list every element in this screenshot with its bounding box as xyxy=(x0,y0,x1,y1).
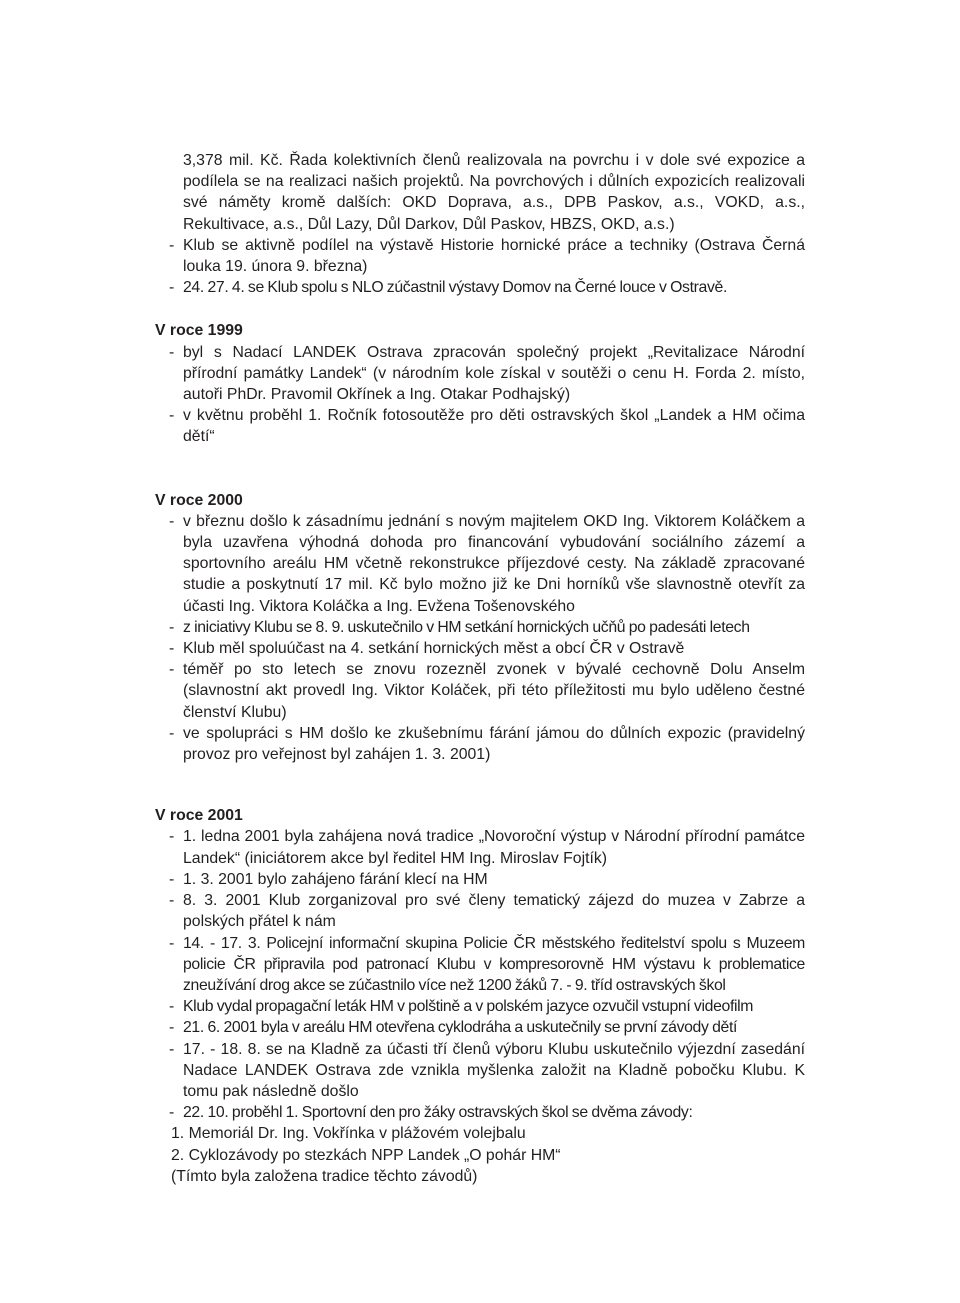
list-item-text: 8. 3. 2001 Klub zorganizoval pro své členy tematický zájezd do muzea v Zabrze a polských přátel k nám xyxy=(183,892,805,931)
intro-list xyxy=(155,235,805,299)
list-item xyxy=(155,617,805,638)
list-item xyxy=(155,869,805,890)
list-item xyxy=(155,405,805,447)
list-item xyxy=(155,342,805,406)
section-1999 xyxy=(155,320,805,447)
dash-marker: - xyxy=(169,1040,175,1058)
list-item xyxy=(155,235,805,277)
note-line: 2. Cyklozávody po stezkách NPP Landek „O pohár HM“ xyxy=(171,1146,561,1164)
dash-marker: - xyxy=(169,407,175,425)
section-2001 xyxy=(155,805,805,1187)
dash-marker: - xyxy=(169,934,174,952)
list-item-text: 1. 3. 2001 bylo zahájeno fárání klecí na HM xyxy=(183,870,488,888)
section-heading: V roce 2001 xyxy=(155,807,243,825)
list-item-text: ve spolupráci s HM došlo ke zkušebnímu fárání jámou do důlních expozic (pravidelný provoz pro veřejnost byl zahájen 1. 3. 2001) xyxy=(183,724,805,764)
list-item-text: 1. ledna 2001 byla zahájena nová tradice „Novoroční výstup v Národní přírodní památce Landek“ (iniciátorem akce byl ředitel HM Ing. Miroslav Fojtík) xyxy=(183,828,805,867)
section-heading: V roce 2000 xyxy=(155,491,243,509)
note-line: (Tímto byla založena tradice těchto závodů) xyxy=(171,1167,478,1185)
list-item xyxy=(155,1039,805,1103)
list-item xyxy=(155,890,805,932)
list-item xyxy=(155,659,805,723)
list-item xyxy=(155,1017,805,1038)
dash-marker: - xyxy=(169,236,175,254)
list-item xyxy=(155,277,805,298)
list-item-text: 17. - 18. 8. se na Kladně za účasti tří členů výboru Klubu uskutečnilo výjezdní zasedání Nadace LANDEK Ostrava zde vznikla myšlenka založit na Kladně pobočku Klubu. K tomu pak následně došlo xyxy=(183,1040,805,1100)
list-item xyxy=(155,996,805,1017)
list-item-text: v březnu došlo k zásadnímu jednání s novým majitelem OKD Ing. Viktorem Koláčkem a byla uzavřena výhodná dohoda pro financování vybudování sociálního zázemí a sportovního areálu HM včetně rekonstrukce příjezdové cesty. Na základě zpracované studie a poskytnutí 17 mil. Kč bylo možno již ke Dni horníků vše slavnostně otevřít za účasti Ing. Viktora Koláčka a Ing. Evžena Tošenovského xyxy=(183,512,805,615)
note-line: 1. Memoriál Dr. Ing. Vokřínka v plážovém volejbalu xyxy=(171,1125,526,1143)
dash-marker: - xyxy=(169,1019,174,1037)
dash-marker: - xyxy=(169,998,174,1016)
intro-paragraph: 3,378 mil. Kč. Řada kolektivních členů realizovala na povrchu i v dole své expozice a podílela se na realizaci našich projektů. Na povrchových i důlních expozicích realizovali své náměty kromě dalších: OKD Doprava, a.s., DPB Paskov, a.s., VOKD, a.s., Rekultivace, a.s., Důl Lazy, Důl Darkov, Důl Paskov, HBZS, OKD, a.s.) xyxy=(183,152,805,233)
dash-marker: - xyxy=(169,724,175,742)
dash-marker: - xyxy=(169,892,175,910)
list-item xyxy=(155,826,805,868)
dash-marker: - xyxy=(169,618,174,636)
list-item-text: 22. 10. proběhl 1. Sportovní den pro žáky ostravských škol se dvěma závody: xyxy=(183,1104,693,1122)
list-item-text: Klub se aktivně podílel na výstavě Historie hornické práce a techniky (Ostrava Černá louka 19. února 9. března) xyxy=(183,236,805,276)
dash-marker: - xyxy=(169,279,174,297)
dash-marker: - xyxy=(169,1104,174,1122)
list-item xyxy=(155,1102,805,1123)
list-item-text: 14. - 17. 3. Policejní informační skupina Policie ČR městského ředitelství spolu s Muzeem policie ČR připravila pod patronací Klubu v kompresorovně HM výstavu k problematice zneužívání drog akce se zúčastnilo více než 1200 žáků 7. - 9. tříd ostravských škol xyxy=(183,934,805,994)
list-item xyxy=(155,638,805,659)
section-2000 xyxy=(155,490,805,766)
list-item-text: z iniciativy Klubu se 8. 9. uskutečnilo v HM setkání hornických učňů po padesáti letech xyxy=(183,618,750,636)
section-heading: V roce 1999 xyxy=(155,322,243,340)
dash-marker: - xyxy=(169,343,175,361)
list-item-text: Klub vydal propagační leták HM v polštině a v polském jazyce ozvučil vstupní videofilm xyxy=(183,998,754,1016)
document-body xyxy=(155,150,805,1187)
list-item xyxy=(155,723,805,765)
list-item-text: byl s Nadací LANDEK Ostrava zpracován společný projekt „Revitalizace Národní přírodní památky Landek“ (v národním kole získal v soutěži o cenu H. Forda 2. místo, autoři PhDr. Pravomil Okřínek a Ing. Otakar Podhajský) xyxy=(183,343,805,404)
list-item-text: 24. 27. 4. se Klub spolu s NLO zúčastnil výstavy Domov na Černé louce v Ostravě. xyxy=(183,279,727,297)
dash-marker: - xyxy=(169,512,175,530)
dash-marker: - xyxy=(169,640,175,658)
list-item xyxy=(155,511,805,617)
list-item xyxy=(155,933,805,997)
list-item-text: v květnu proběhl 1. Ročník fotosoutěže pro děti ostravských škol „Landek a HM očima dětí“ xyxy=(183,407,805,446)
list-item-text: téměř po sto letech se znovu rozezněl zvonek v bývalé cechovně Dolu Anselm (slavnostní akt provedl Ing. Viktor Koláček, při této příležitosti mu bylo uděleno čestné členství Klubu) xyxy=(183,661,805,721)
dash-marker: - xyxy=(169,661,175,679)
list-item-text: 21. 6. 2001 byla v areálu HM otevřena cyklodráha a uskutečnily se první závody dětí xyxy=(183,1019,738,1037)
dash-marker: - xyxy=(169,870,175,888)
dash-marker: - xyxy=(169,828,175,846)
list-item-text: Klub měl spoluúčast na 4. setkání hornických měst a obcí ČR v Ostravě xyxy=(183,640,685,658)
